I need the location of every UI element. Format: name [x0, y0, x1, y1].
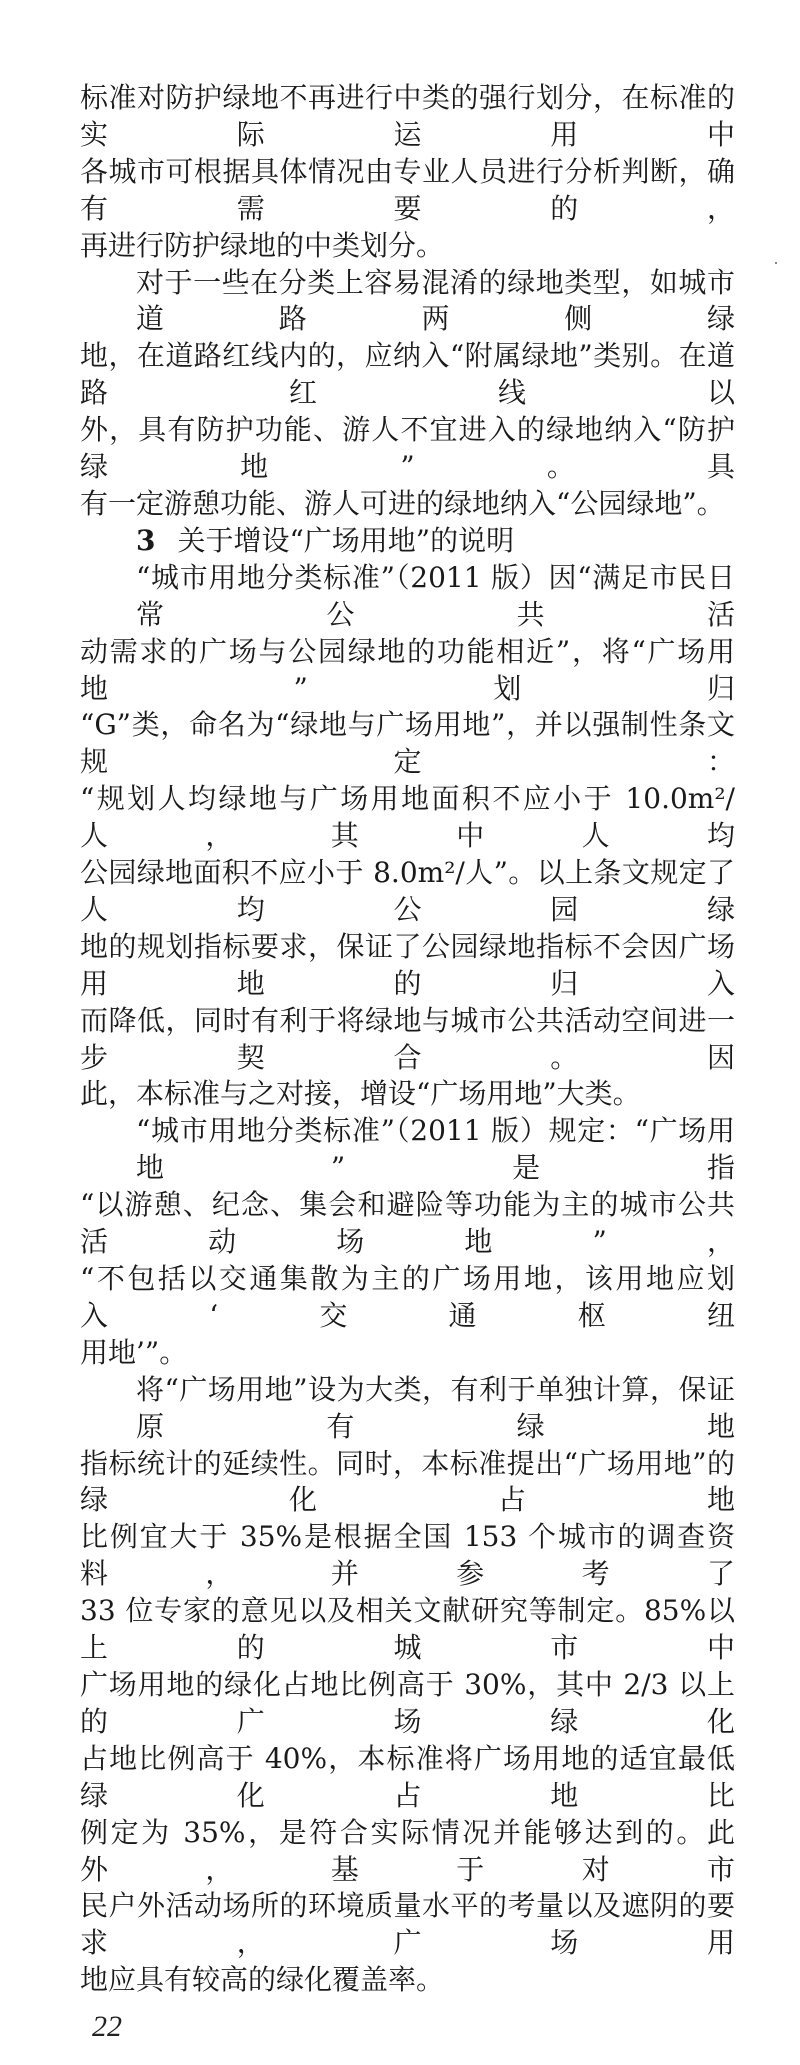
section-number: 3 [136, 523, 156, 557]
text-line: 广场用地的绿化占地比例高于 30%，其中 2/3 以上的广场绿化 [80, 1667, 735, 1738]
text-line: 而降低，同时有利于将绿地与城市公共活动空间进一步契合。因 [80, 1003, 735, 1074]
paragraph [80, 1113, 735, 1371]
text-line: 例定为 35%，是符合实际情况并能够达到的。此外，基于对市 [80, 1815, 735, 1886]
text-line: 地，在道路红线内的，应纳入“附属绿地”类别。在道路红线以 [80, 339, 735, 410]
text-line: 地的规划指标要求，保证了公园绿地指标不会因广场用地的归入 [80, 929, 735, 1000]
text-line: 再进行防护绿地的中类划分。 [80, 228, 445, 262]
paragraph [80, 265, 735, 523]
text-line: “以游憩、纪念、集会和避险等功能为主的城市公共活动场地”， [80, 1188, 735, 1259]
paragraph [80, 1372, 735, 1999]
section-heading [80, 523, 735, 560]
text-line: 公园绿地面积不应小于 8.0m²/人”。以上条文规定了人均公园绿 [80, 856, 735, 926]
text-line: 外，具有防护功能、游人不宜进入的绿地纳入“防护绿地”。具 [80, 413, 735, 484]
text-line: 比例宜大于 35%是根据全国 153 个城市的调查资料，并参考了 [80, 1520, 735, 1591]
text-line: 标准对防护绿地不再进行中类的强行划分，在标准的实际运用中 [80, 81, 735, 151]
text-line: “G”类，命名为“绿地与广场用地”，并以强制性条文规定： [80, 708, 735, 779]
text-line: 占地比例高于 40%，本标准将广场用地的适宜最低绿化占地比 [80, 1741, 735, 1812]
text-line: “不包括以交通集散为主的广场用地，该用地应划入‘交通枢纽 [80, 1262, 735, 1332]
text-line: “城市用地分类标准”（2011 版）因“满足市民日常公共活 [136, 560, 735, 631]
text-line: 对于一些在分类上容易混淆的绿地类型，如城市道路两侧绿 [136, 265, 735, 336]
text-line: 指标统计的延续性。同时，本标准提出“广场用地”的绿化占地 [80, 1446, 735, 1517]
paragraph-group-1 [80, 80, 735, 523]
text-line: 用地’”。 [80, 1335, 188, 1369]
text-line: 民户外活动场所的环境质量水平的考量以及遮阴的要求，广场用 [80, 1889, 735, 1960]
text-line: “城市用地分类标准”（2011 版）规定：“广场用地”是指 [136, 1114, 735, 1185]
text-line: 将“广场用地”设为大类，有利于单独计算，保证原有绿地 [136, 1372, 735, 1443]
text-line: 地应具有较高的绿化覆盖率。 [80, 1963, 445, 1997]
paragraph-group-2 [80, 560, 735, 1999]
text-line: 动需求的广场与公园绿地的功能相近”，将“广场用地”划归 [80, 634, 735, 705]
text-line: “规划人均绿地与广场用地面积不应小于 10.0m²/人，其中人均 [80, 782, 735, 853]
paragraph [80, 80, 735, 265]
text-line: 有一定游憩功能、游人可进的绿地纳入“公园绿地”。 [80, 486, 725, 520]
text-line: 此，本标准与之对接，增设“广场用地”大类。 [80, 1077, 641, 1111]
section-title: 关于增设“广场用地”的说明 [177, 523, 515, 557]
text-line: 各城市可根据具体情况由专业人员进行分析判断，确有需要的， [80, 154, 735, 225]
page-number: 22 [92, 2010, 122, 2044]
text-line: 33 位专家的意见以及相关文献研究等制定。85%以上的城市中 [80, 1594, 735, 1665]
scan-speck [775, 262, 777, 264]
page-body [80, 0, 735, 2045]
paragraph [80, 560, 735, 1114]
